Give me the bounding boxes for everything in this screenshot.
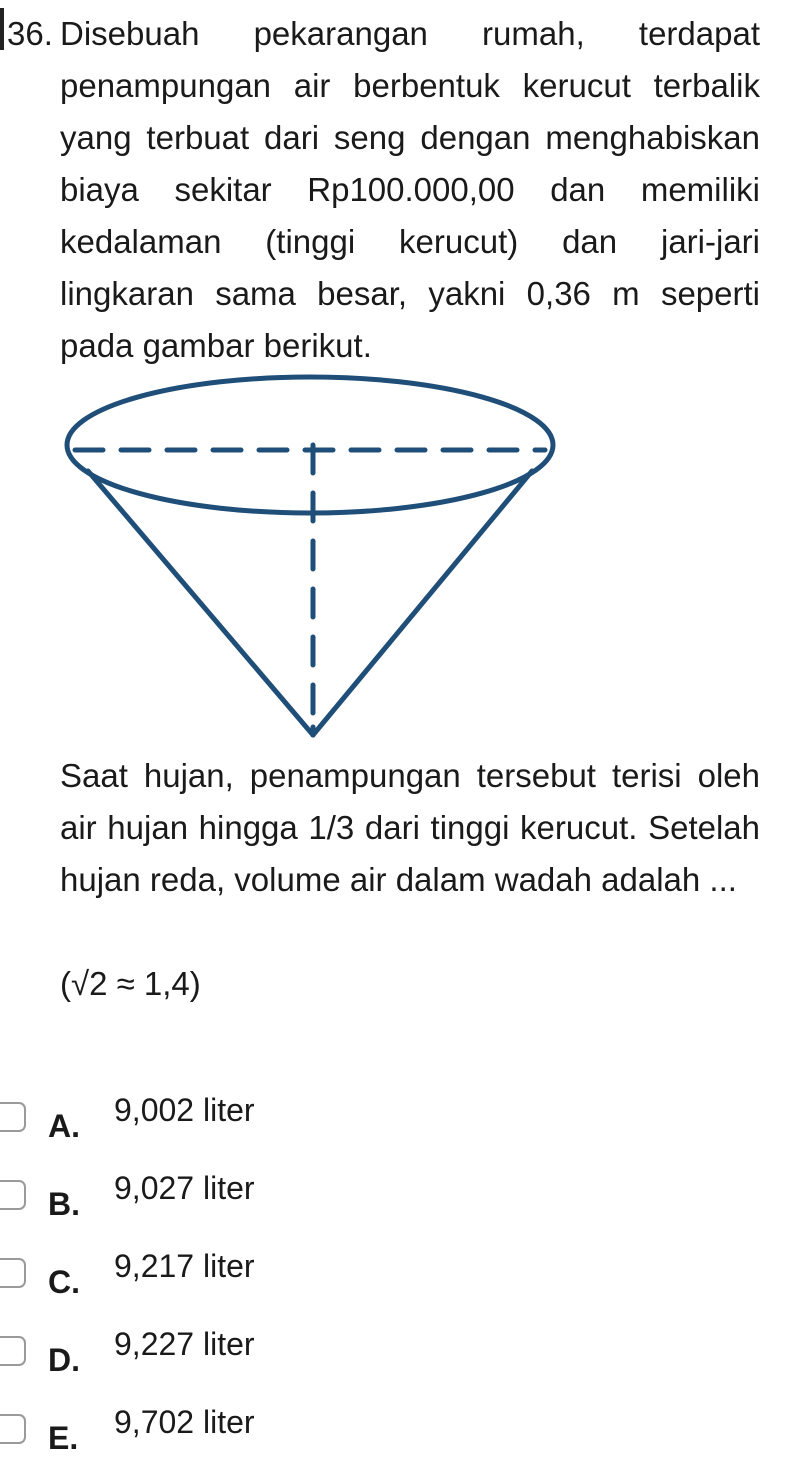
option-b-letter: B. [48,1186,80,1222]
inverted-cone-figure [55,365,565,750]
radio-e[interactable] [0,1414,26,1444]
option-a[interactable] [0,1090,400,1152]
question-intro-text: Disebuah pekarangan rumah, terdapat penampungan air berbentuk kerucut terbalik yang terbuat dari seng dengan menghabiskan biaya sekitar Rp100.000,00 dan memiliki kedalaman (tinggi kerucut) dan jari-jari lingkaran sama besar, yakni 0,36 m seperti pada gambar berikut. [60,15,760,364]
inverted-cone-icon [55,365,565,750]
radio-a[interactable] [0,1102,26,1132]
question-number: 36. [7,15,53,52]
option-c-letter: C. [48,1264,80,1300]
option-a-label: 9,002 liter [114,1092,255,1128]
radio-c[interactable] [0,1258,26,1288]
option-b-label: 9,027 liter [114,1170,255,1206]
radio-d[interactable] [0,1336,26,1366]
question-body-text: Saat hujan, penampungan tersebut terisi oleh air hujan hingga 1/3 dari tinggi kerucut. Setelah hujan reda, volume air dalam wadah adalah ... [60,757,760,898]
option-b[interactable] [0,1168,400,1230]
radio-b[interactable] [0,1180,26,1210]
option-e-letter: E. [48,1420,79,1456]
option-e[interactable] [0,1402,400,1464]
option-e-label: 9,702 liter [114,1404,255,1440]
question-hint: (√2 ≈ 1,4) [60,965,201,1002]
option-d[interactable] [0,1324,400,1386]
option-c-label: 9,217 liter [114,1248,255,1284]
option-d-letter: D. [48,1342,80,1378]
option-d-label: 9,227 liter [114,1326,255,1362]
option-a-letter: A. [48,1108,80,1144]
option-c[interactable] [0,1246,400,1308]
question-marker-bar [0,8,4,50]
